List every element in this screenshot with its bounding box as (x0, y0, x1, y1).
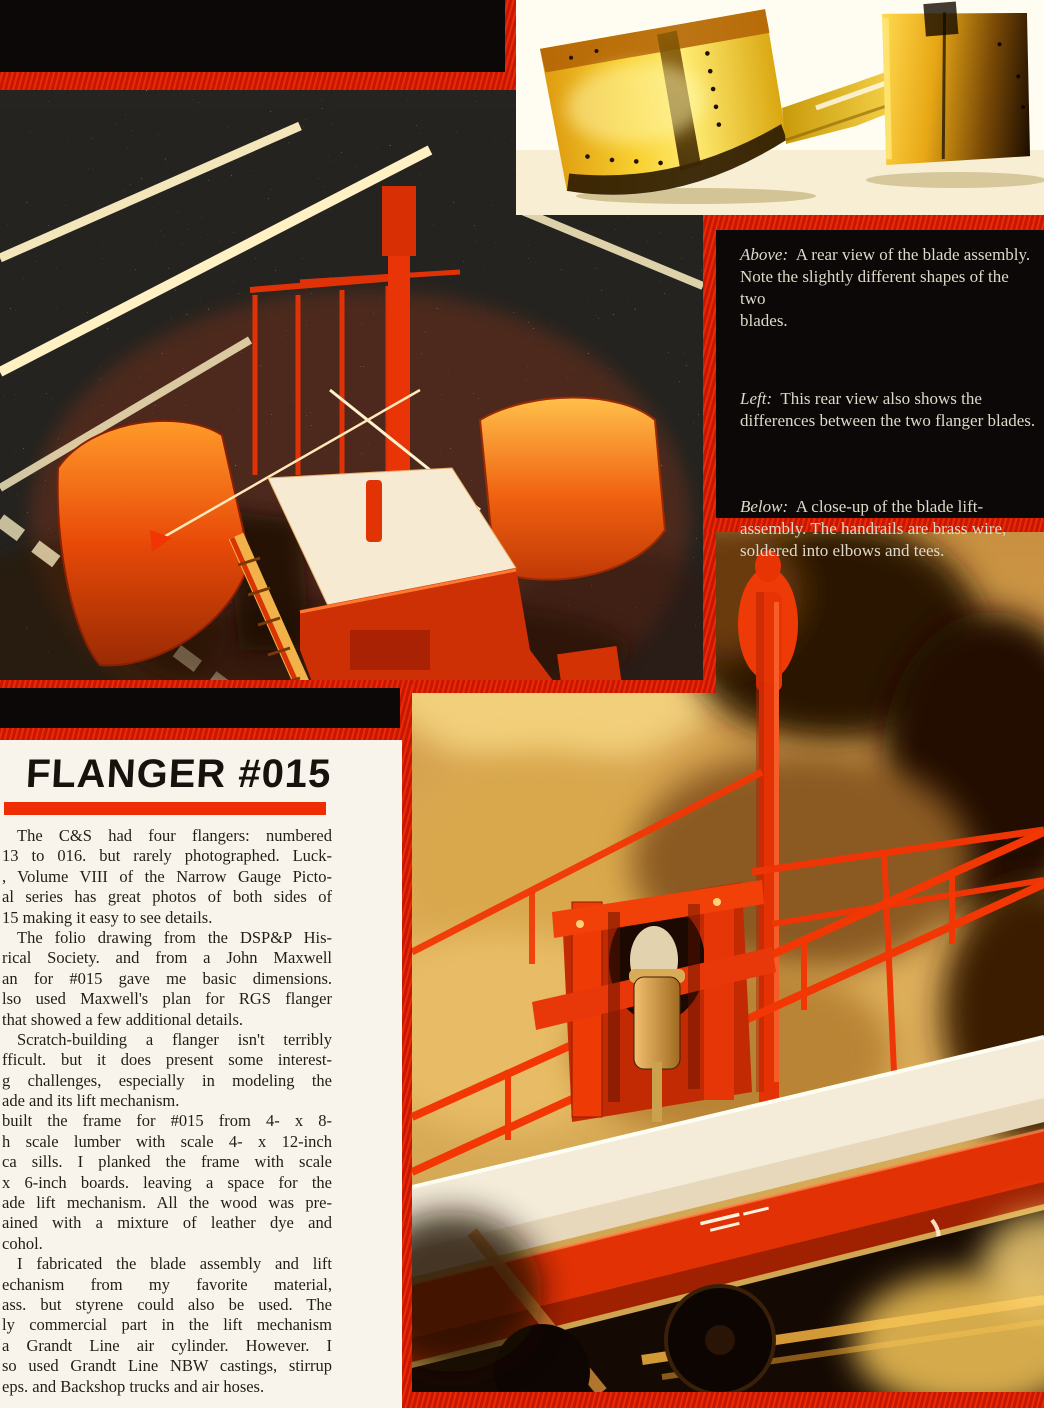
body-line: fficult. but it does present some interest- (2, 1050, 332, 1070)
body-line: I fabricated the blade assembly and lift (17, 1254, 332, 1274)
caption-above-line3: blades. (740, 311, 788, 330)
body-line: ass. but styrene could also be used. The (2, 1294, 332, 1314)
caption-above-text: A rear view of the blade assembly. (795, 245, 1031, 264)
body-line: 15 making it easy to see details. (2, 907, 213, 927)
body-line: ained with a mixture of leather dye and (2, 1213, 332, 1233)
caption-left-line2: differences between the two flanger blades. (740, 411, 1036, 430)
body-line: g challenges, especially in modeling the (2, 1070, 332, 1090)
caption-below-line3: soldered into elbows and tees. (740, 541, 945, 560)
article-body (2, 826, 332, 1397)
caption-below-text: A close-up of the blade lift- (795, 497, 984, 516)
right-blade (866, 0, 1044, 180)
body-line: ca sills. I planked the frame with scale (2, 1152, 332, 1172)
body-line: The folio drawing from the DSP&P His- (17, 927, 332, 947)
body-line: , Volume VIII of the Narrow Gauge Picto- (2, 866, 332, 886)
section-divider-black-bar (0, 688, 400, 728)
body-line: Scratch-building a flanger isn't terribly (17, 1029, 332, 1049)
body-line: eps. and Backshop trucks and air hoses. (2, 1376, 265, 1396)
body-line: h scale lumber with scale 4- x 12-inch (2, 1131, 332, 1151)
body-line: so used Grandt Line NBW castings, stirrup (2, 1356, 332, 1376)
caption-below (716, 496, 1044, 562)
caption-above (716, 230, 1044, 332)
caption-box (716, 230, 1044, 560)
body-line: an for #015 gave me basic dimensions. (2, 968, 332, 988)
body-line: The C&S had four flangers: numbered (17, 826, 332, 845)
caption-above-label: Above: (740, 245, 789, 264)
page-title: FLANGER #015 (24, 752, 333, 796)
masthead-black-bar (0, 0, 505, 72)
title-underline-rule (4, 802, 326, 815)
body-line: rical Society. and from a John Maxwell (2, 948, 332, 968)
body-line: built the frame for #015 from 4- x 8- (2, 1111, 332, 1131)
body-line: a Grandt Line air cylinder. However. I (2, 1335, 332, 1355)
caption-below-line2: assembly. The handrails are brass wire, (740, 519, 1007, 538)
caption-below-label: Below: (740, 497, 789, 516)
body-line: ade lift mechanism. All the wood was pre- (2, 1193, 332, 1213)
caption-left-label: Left: (740, 389, 773, 408)
body-line: x 6-inch boards. leaving a space for the (2, 1172, 332, 1192)
body-line: 13 to 016. but rarely photographed. Luck- (2, 846, 332, 866)
body-line: lso used Maxwell's plan for RGS flanger (2, 989, 332, 1009)
caption-left (716, 388, 1044, 432)
caption-left-text: This rear view also shows the (780, 389, 982, 408)
body-line: al series has great photos of both sides of (2, 887, 332, 907)
body-line: ly commercial part in the lift mechanism (2, 1315, 332, 1335)
photo-blade-assembly (516, 0, 1044, 215)
caption-above-line2: Note the slightly different shapes of the two (740, 267, 1009, 308)
body-line: ade and its lift mechanism. (2, 1091, 180, 1111)
photo-blade-assembly-art (516, 0, 1044, 215)
body-line: echanism from my favorite material, (2, 1274, 332, 1294)
body-line: cohol. (2, 1233, 43, 1253)
body-line: that showed a few additional details. (2, 1009, 244, 1029)
article-column (0, 740, 402, 1408)
